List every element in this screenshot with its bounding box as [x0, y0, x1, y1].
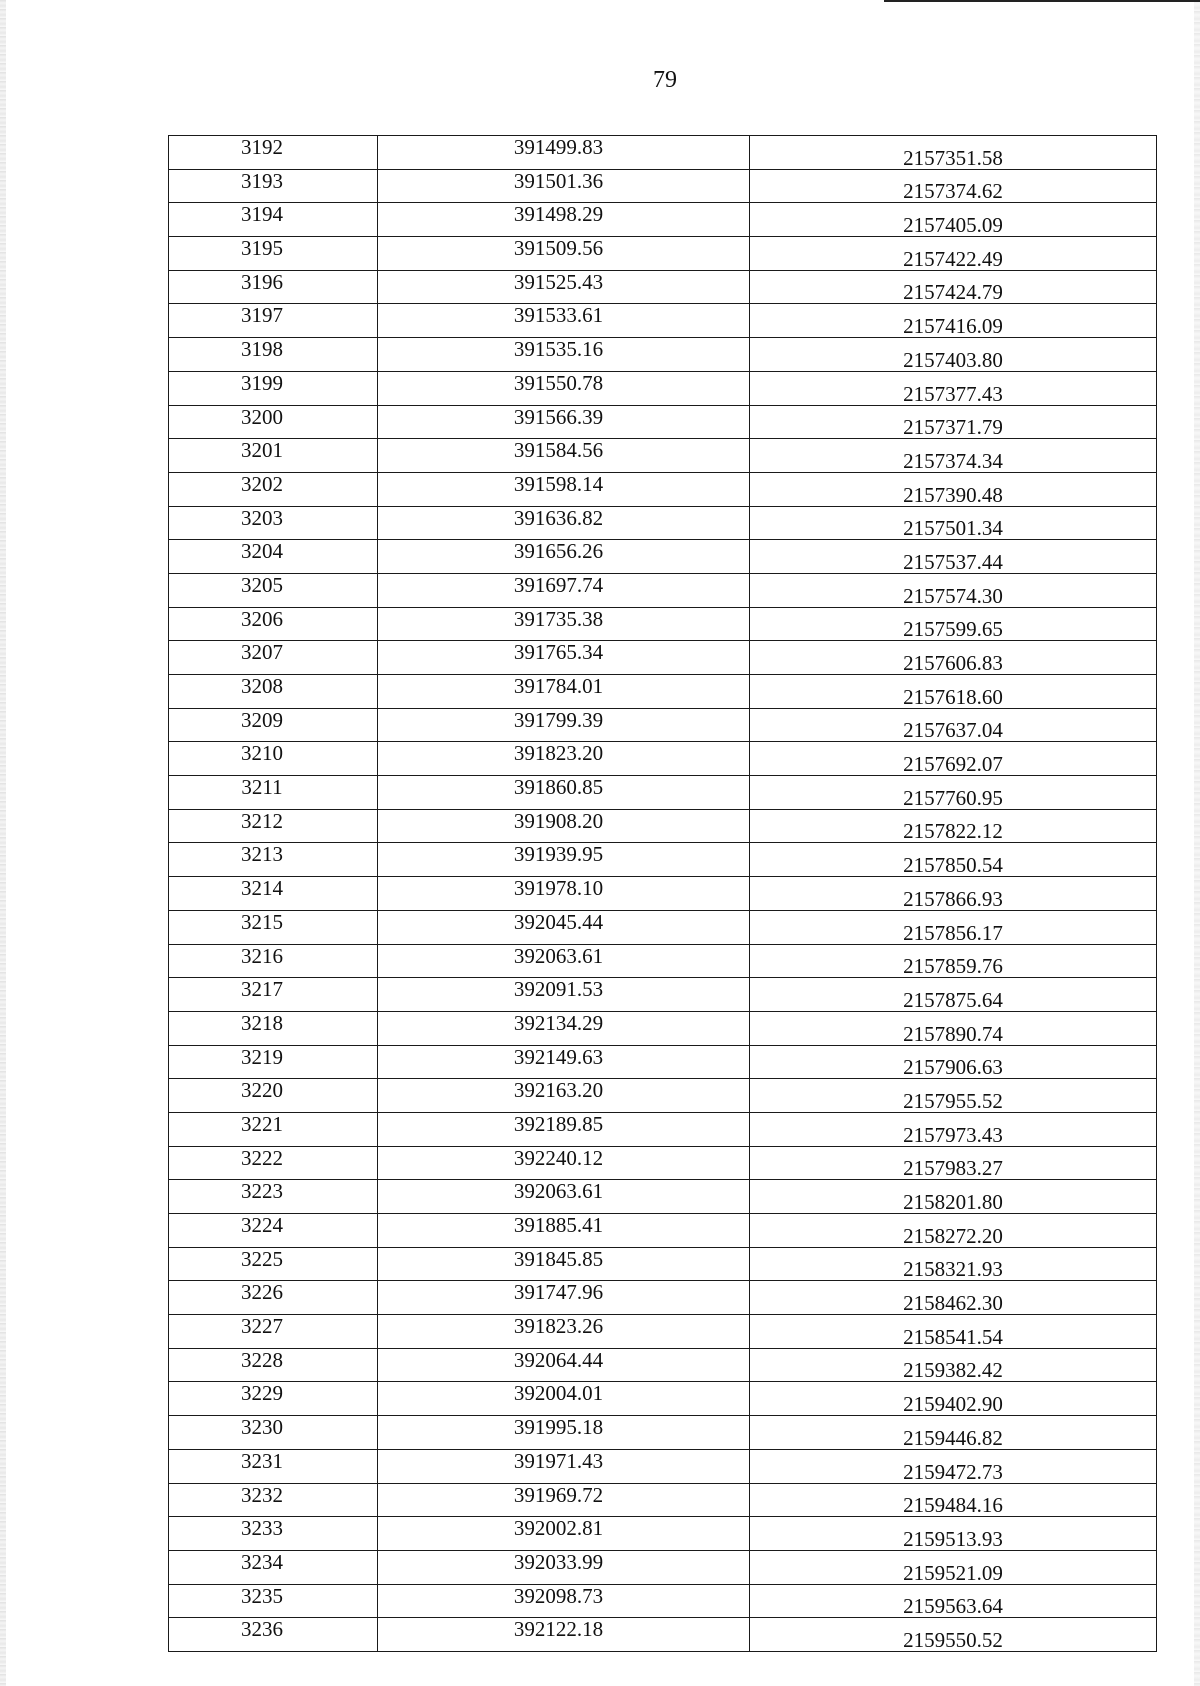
y-coordinate-cell: 2157374.34: [750, 439, 1157, 473]
point-id-cell: 3227: [169, 1315, 378, 1349]
table-row: [169, 1146, 1157, 1180]
x-coordinate-cell: 391799.39: [378, 708, 750, 742]
point-id-cell: 3201: [169, 439, 378, 473]
table-row: [169, 1348, 1157, 1382]
x-coordinate-cell: 392063.61: [378, 944, 750, 978]
y-coordinate-cell: 2157390.48: [750, 472, 1157, 506]
point-id-cell: 3192: [169, 136, 378, 170]
x-coordinate-cell: 391908.20: [378, 809, 750, 843]
point-id-cell: 3222: [169, 1146, 378, 1180]
table-row: [169, 1517, 1157, 1551]
y-coordinate-cell: 2157537.44: [750, 540, 1157, 574]
y-coordinate-cell: 2159446.82: [750, 1416, 1157, 1450]
x-coordinate-cell: 391566.39: [378, 405, 750, 439]
y-coordinate-cell: 2158462.30: [750, 1281, 1157, 1315]
point-id-cell: 3221: [169, 1112, 378, 1146]
x-coordinate-cell: 391636.82: [378, 506, 750, 540]
table-row: [169, 573, 1157, 607]
table-row: [169, 843, 1157, 877]
table-row: [169, 540, 1157, 574]
x-coordinate-cell: 391995.18: [378, 1416, 750, 1450]
y-coordinate-cell: 2157856.17: [750, 910, 1157, 944]
table-row: [169, 136, 1157, 170]
y-coordinate-cell: 2157416.09: [750, 304, 1157, 338]
scan-edge-left: [0, 0, 6, 1686]
x-coordinate-cell: 391598.14: [378, 472, 750, 506]
y-coordinate-cell: 2157574.30: [750, 573, 1157, 607]
y-coordinate-cell: 2157351.58: [750, 136, 1157, 170]
y-coordinate-cell: 2157983.27: [750, 1146, 1157, 1180]
table-row: [169, 675, 1157, 709]
coordinate-table: [168, 135, 1157, 1652]
y-coordinate-cell: 2157637.04: [750, 708, 1157, 742]
point-id-cell: 3211: [169, 776, 378, 810]
x-coordinate-cell: 392091.53: [378, 978, 750, 1012]
x-coordinate-cell: 391656.26: [378, 540, 750, 574]
table-row: [169, 237, 1157, 271]
table-row: [169, 1011, 1157, 1045]
table-row: [169, 607, 1157, 641]
point-id-cell: 3198: [169, 338, 378, 372]
point-id-cell: 3233: [169, 1517, 378, 1551]
point-id-cell: 3209: [169, 708, 378, 742]
y-coordinate-cell: 2157606.83: [750, 641, 1157, 675]
point-id-cell: 3208: [169, 675, 378, 709]
point-id-cell: 3193: [169, 169, 378, 203]
table-row: [169, 1214, 1157, 1248]
point-id-cell: 3231: [169, 1449, 378, 1483]
table-row: [169, 506, 1157, 540]
table-row: [169, 304, 1157, 338]
x-coordinate-cell: 391969.72: [378, 1483, 750, 1517]
point-id-cell: 3223: [169, 1180, 378, 1214]
table-row: [169, 742, 1157, 776]
table-row: [169, 1584, 1157, 1618]
y-coordinate-cell: 2157371.79: [750, 405, 1157, 439]
y-coordinate-cell: 2158541.54: [750, 1315, 1157, 1349]
page-number: 79: [653, 67, 677, 93]
table-row: [169, 1281, 1157, 1315]
point-id-cell: 3224: [169, 1214, 378, 1248]
table-row: [169, 1449, 1157, 1483]
x-coordinate-cell: 391509.56: [378, 237, 750, 271]
y-coordinate-cell: 2157405.09: [750, 203, 1157, 237]
scan-edge-right: [1194, 0, 1200, 1686]
point-id-cell: 3199: [169, 371, 378, 405]
y-coordinate-cell: 2159563.64: [750, 1584, 1157, 1618]
x-coordinate-cell: 391885.41: [378, 1214, 750, 1248]
x-coordinate-cell: 392002.81: [378, 1517, 750, 1551]
table-row: [169, 1483, 1157, 1517]
x-coordinate-cell: 391860.85: [378, 776, 750, 810]
y-coordinate-cell: 2159521.09: [750, 1550, 1157, 1584]
x-coordinate-cell: 392189.85: [378, 1112, 750, 1146]
coordinate-table-container: [168, 135, 1156, 1652]
point-id-cell: 3218: [169, 1011, 378, 1045]
point-id-cell: 3194: [169, 203, 378, 237]
y-coordinate-cell: 2157377.43: [750, 371, 1157, 405]
x-coordinate-cell: 392045.44: [378, 910, 750, 944]
point-id-cell: 3225: [169, 1247, 378, 1281]
table-row: [169, 944, 1157, 978]
table-row: [169, 1247, 1157, 1281]
x-coordinate-cell: 392163.20: [378, 1079, 750, 1113]
y-coordinate-cell: 2159382.42: [750, 1348, 1157, 1382]
point-id-cell: 3207: [169, 641, 378, 675]
table-row: [169, 1079, 1157, 1113]
x-coordinate-cell: 391978.10: [378, 877, 750, 911]
point-id-cell: 3206: [169, 607, 378, 641]
y-coordinate-cell: 2159484.16: [750, 1483, 1157, 1517]
table-row: [169, 270, 1157, 304]
x-coordinate-cell: 391584.56: [378, 439, 750, 473]
table-row: [169, 809, 1157, 843]
x-coordinate-cell: 391498.29: [378, 203, 750, 237]
y-coordinate-cell: 2157374.62: [750, 169, 1157, 203]
y-coordinate-cell: 2159402.90: [750, 1382, 1157, 1416]
point-id-cell: 3196: [169, 270, 378, 304]
x-coordinate-cell: 391939.95: [378, 843, 750, 877]
point-id-cell: 3230: [169, 1416, 378, 1450]
point-id-cell: 3232: [169, 1483, 378, 1517]
point-id-cell: 3197: [169, 304, 378, 338]
point-id-cell: 3214: [169, 877, 378, 911]
point-id-cell: 3217: [169, 978, 378, 1012]
y-coordinate-cell: 2157875.64: [750, 978, 1157, 1012]
table-row: [169, 405, 1157, 439]
y-coordinate-cell: 2157973.43: [750, 1112, 1157, 1146]
y-coordinate-cell: 2157906.63: [750, 1045, 1157, 1079]
y-coordinate-cell: 2157501.34: [750, 506, 1157, 540]
point-id-cell: 3200: [169, 405, 378, 439]
x-coordinate-cell: 391697.74: [378, 573, 750, 607]
x-coordinate-cell: 391823.26: [378, 1315, 750, 1349]
point-id-cell: 3216: [169, 944, 378, 978]
x-coordinate-cell: 392064.44: [378, 1348, 750, 1382]
point-id-cell: 3203: [169, 506, 378, 540]
table-row: [169, 978, 1157, 1012]
x-coordinate-cell: 391501.36: [378, 169, 750, 203]
point-id-cell: 3220: [169, 1079, 378, 1113]
table-row: [169, 877, 1157, 911]
y-coordinate-cell: 2157955.52: [750, 1079, 1157, 1113]
point-id-cell: 3210: [169, 742, 378, 776]
table-row: [169, 338, 1157, 372]
y-coordinate-cell: 2157599.65: [750, 607, 1157, 641]
point-id-cell: 3205: [169, 573, 378, 607]
point-id-cell: 3215: [169, 910, 378, 944]
point-id-cell: 3234: [169, 1550, 378, 1584]
point-id-cell: 3195: [169, 237, 378, 271]
y-coordinate-cell: 2157890.74: [750, 1011, 1157, 1045]
x-coordinate-cell: 391747.96: [378, 1281, 750, 1315]
table-row: [169, 1618, 1157, 1652]
point-id-cell: 3228: [169, 1348, 378, 1382]
table-row: [169, 776, 1157, 810]
table-row: [169, 371, 1157, 405]
point-id-cell: 3213: [169, 843, 378, 877]
x-coordinate-cell: 391550.78: [378, 371, 750, 405]
y-coordinate-cell: 2157866.93: [750, 877, 1157, 911]
table-row: [169, 1112, 1157, 1146]
point-id-cell: 3212: [169, 809, 378, 843]
x-coordinate-cell: 391735.38: [378, 607, 750, 641]
table-row: [169, 169, 1157, 203]
y-coordinate-cell: 2158272.20: [750, 1214, 1157, 1248]
table-row: [169, 708, 1157, 742]
point-id-cell: 3236: [169, 1618, 378, 1652]
y-coordinate-cell: 2159513.93: [750, 1517, 1157, 1551]
table-row: [169, 1045, 1157, 1079]
x-coordinate-cell: 392004.01: [378, 1382, 750, 1416]
point-id-cell: 3204: [169, 540, 378, 574]
table-row: [169, 1382, 1157, 1416]
y-coordinate-cell: 2158201.80: [750, 1180, 1157, 1214]
y-coordinate-cell: 2157692.07: [750, 742, 1157, 776]
table-row: [169, 1550, 1157, 1584]
y-coordinate-cell: 2158321.93: [750, 1247, 1157, 1281]
y-coordinate-cell: 2157850.54: [750, 843, 1157, 877]
coordinate-table-body: [169, 136, 1157, 1652]
x-coordinate-cell: 391533.61: [378, 304, 750, 338]
point-id-cell: 3202: [169, 472, 378, 506]
y-coordinate-cell: 2157403.80: [750, 338, 1157, 372]
x-coordinate-cell: 391525.43: [378, 270, 750, 304]
top-rule: [884, 0, 1200, 2]
y-coordinate-cell: 2159550.52: [750, 1618, 1157, 1652]
table-row: [169, 472, 1157, 506]
y-coordinate-cell: 2157859.76: [750, 944, 1157, 978]
table-row: [169, 1315, 1157, 1349]
table-row: [169, 1416, 1157, 1450]
x-coordinate-cell: 391845.85: [378, 1247, 750, 1281]
table-row: [169, 910, 1157, 944]
y-coordinate-cell: 2157760.95: [750, 776, 1157, 810]
x-coordinate-cell: 392033.99: [378, 1550, 750, 1584]
y-coordinate-cell: 2157424.79: [750, 270, 1157, 304]
y-coordinate-cell: 2157822.12: [750, 809, 1157, 843]
point-id-cell: 3226: [169, 1281, 378, 1315]
x-coordinate-cell: 391971.43: [378, 1449, 750, 1483]
point-id-cell: 3235: [169, 1584, 378, 1618]
x-coordinate-cell: 392240.12: [378, 1146, 750, 1180]
x-coordinate-cell: 391823.20: [378, 742, 750, 776]
x-coordinate-cell: 391765.34: [378, 641, 750, 675]
x-coordinate-cell: 392098.73: [378, 1584, 750, 1618]
x-coordinate-cell: 391784.01: [378, 675, 750, 709]
x-coordinate-cell: 392134.29: [378, 1011, 750, 1045]
table-row: [169, 641, 1157, 675]
y-coordinate-cell: 2157618.60: [750, 675, 1157, 709]
x-coordinate-cell: 392149.63: [378, 1045, 750, 1079]
point-id-cell: 3229: [169, 1382, 378, 1416]
table-row: [169, 203, 1157, 237]
y-coordinate-cell: 2157422.49: [750, 237, 1157, 271]
x-coordinate-cell: 392063.61: [378, 1180, 750, 1214]
x-coordinate-cell: 391535.16: [378, 338, 750, 372]
table-row: [169, 1180, 1157, 1214]
x-coordinate-cell: 391499.83: [378, 136, 750, 170]
y-coordinate-cell: 2159472.73: [750, 1449, 1157, 1483]
x-coordinate-cell: 392122.18: [378, 1618, 750, 1652]
point-id-cell: 3219: [169, 1045, 378, 1079]
table-row: [169, 439, 1157, 473]
